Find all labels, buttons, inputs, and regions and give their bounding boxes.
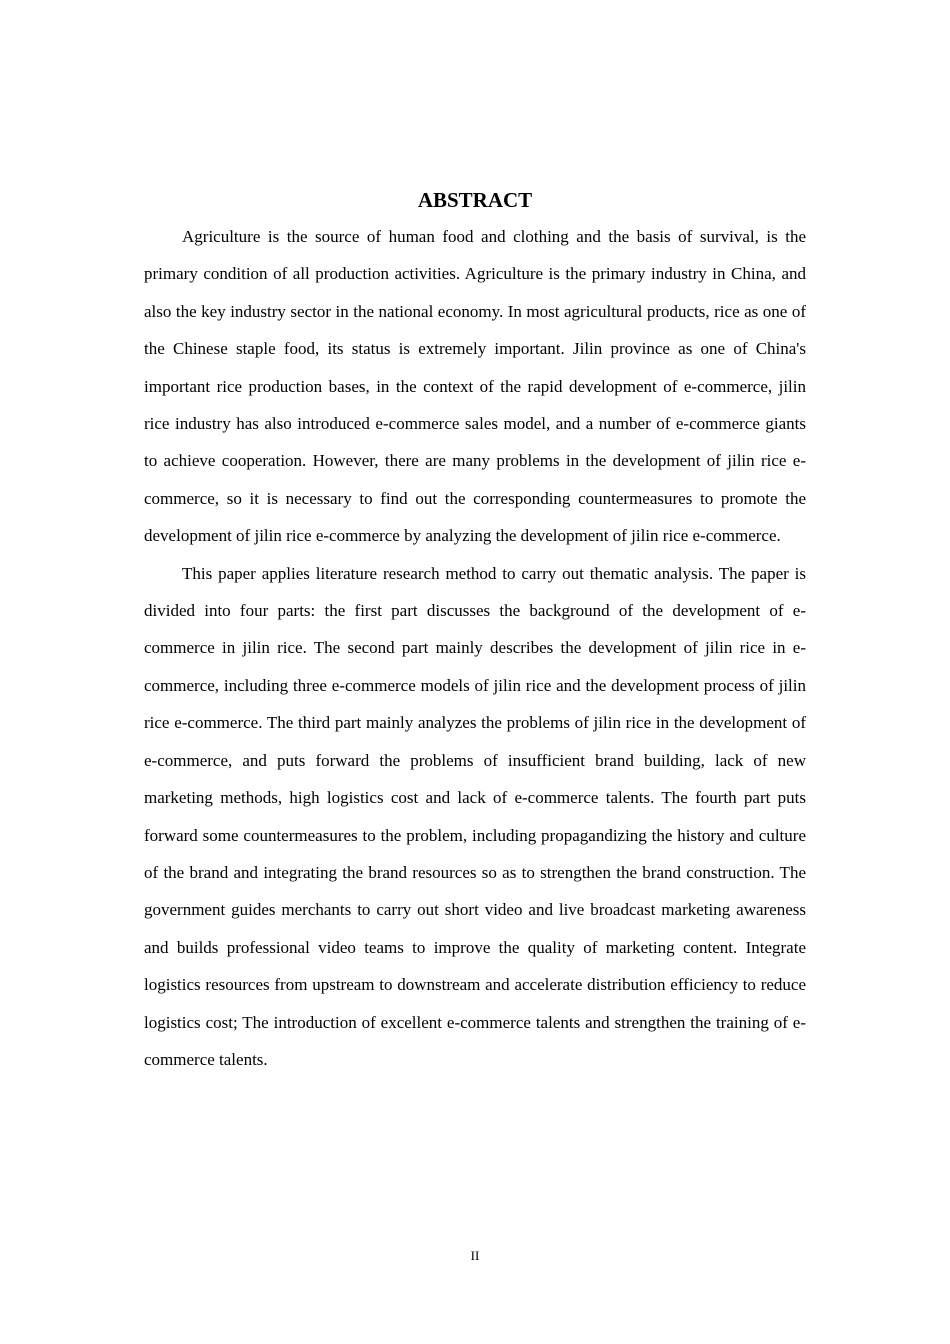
abstract-body [144, 218, 806, 1078]
abstract-title: ABSTRACT [417, 188, 533, 212]
abstract-paragraph-2: This paper applies literature research method to carry out thematic analysis. The paper is divided into four parts: the first part discusses the background of the development of e-commerce in jilin rice. The second part mainly describes the development of jilin rice in e-commerce, including three e-commerce models of jilin rice and the development process of jilin rice e-commerce. The third part mainly analyzes the problems of jilin rice in the development of e-commerce, and puts forward the problems of insufficient brand building, lack of new marketing methods, high logistics cost and lack of e-commerce talents. The fourth part puts forward some countermeasures to the problem, including propagandizing the history and culture of the brand and integrating the brand resources so as to strengthen the brand construction. The government guides merchants to carry out short video and live broadcast marketing awareness and builds professional video teams to improve the quality of marketing content. Integrate logistics resources from upstream to downstream and accelerate distribution efficiency to reduce logistics cost; The introduction of excellent e-commerce talents and strengthen the training of e-commerce talents. [144, 563, 806, 1069]
page-number: II [470, 1248, 480, 1263]
abstract-paragraph-1: Agriculture is the source of human food and clothing and the basis of survival, is the primary condition of all production activities. Agriculture is the primary industry in China, and also the key industry sector in the national economy. In most agricultural products, rice as one of the Chinese staple food, its status is extremely important. Jilin province as one of China's important rice production bases, in the context of the rapid development of e-commerce, jilin rice industry has also introduced e-commerce sales model, and a number of e-commerce giants to achieve cooperation. However, there are many problems in the development of jilin rice e-commerce, so it is necessary to find out the corresponding countermeasures to promote the development of jilin rice e-commerce by analyzing the development of jilin rice e-commerce. [144, 227, 806, 546]
